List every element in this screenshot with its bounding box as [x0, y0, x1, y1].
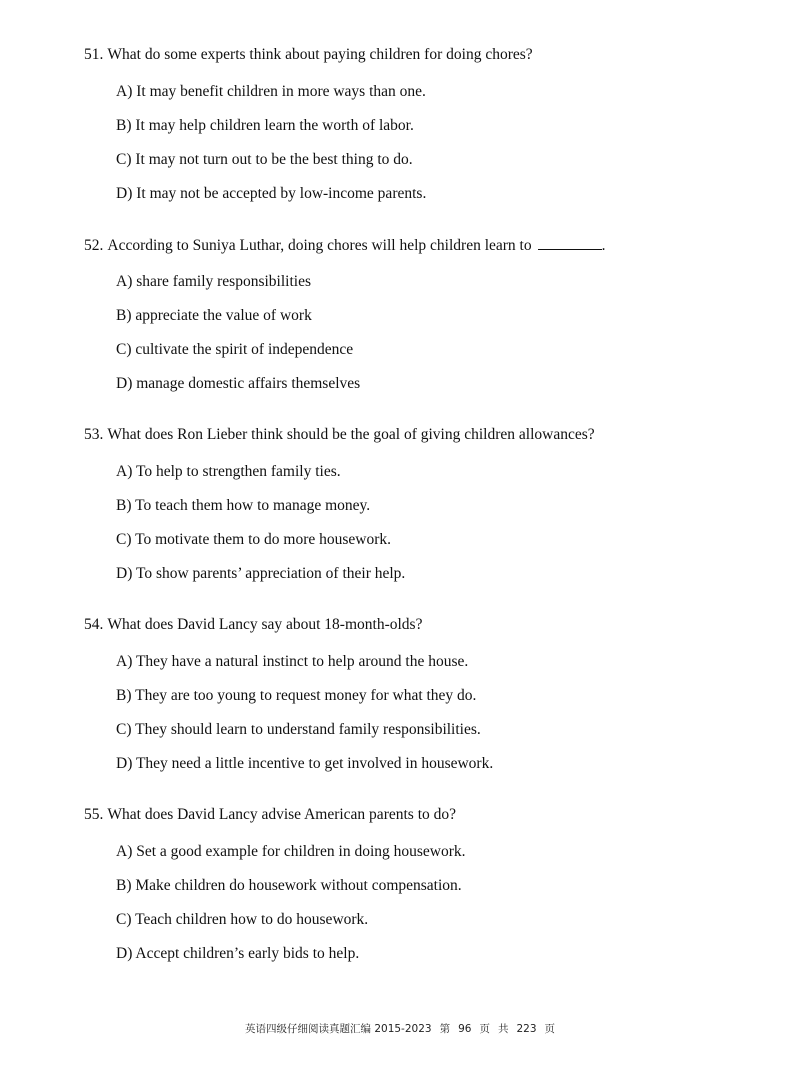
question-stem [84, 235, 764, 255]
question-stem [84, 45, 764, 65]
option-a: A) Set a good example for children in doing housework. [116, 843, 466, 860]
page-number: 96 [458, 1023, 472, 1035]
option-list [84, 652, 764, 774]
question-stem [84, 615, 764, 635]
option-d: D) Accept children’s early bids to help. [116, 945, 360, 962]
question-text: According to Suniya Luthar, doing chores will help children learn to [107, 237, 532, 254]
option-a: A) They have a natural instinct to help around the house. [116, 653, 469, 670]
question-text: What does Ron Lieber think should be the goal of giving children allowances? [107, 426, 595, 443]
option-b: B) It may help children learn the worth of labor. [116, 117, 414, 134]
option-c: C) It may not turn out to be the best thing to do. [116, 151, 413, 168]
option-b: B) To teach them how to manage money. [116, 497, 371, 514]
option-b: B) They are too young to request money for what they do. [116, 687, 477, 704]
footer-title: 英语四级仔细阅读真题汇编 2015-2023 [245, 1023, 432, 1035]
question-text: What does David Lancy advise American parents to do? [107, 806, 457, 823]
option-a: A) It may benefit children in more ways than one. [116, 83, 426, 100]
question-number: 55. [84, 806, 104, 823]
question-text: What does David Lancy say about 18-month-olds? [107, 616, 423, 633]
option-d: D) They need a little incentive to get involved in housework. [116, 755, 494, 772]
option-c: C) To motivate them to do more housework. [116, 531, 392, 548]
page-unit: 页 [479, 1023, 490, 1035]
option-a: A) share family responsibilities [116, 273, 311, 290]
question-number: 54. [84, 616, 104, 633]
question-stem [84, 805, 764, 825]
question-text: What do some experts think about paying children for doing chores? [107, 46, 533, 63]
option-d: D) It may not be accepted by low-income parents. [116, 185, 427, 202]
option-c: C) cultivate the spirit of independence [116, 341, 354, 358]
option-c: C) Teach children how to do housework. [116, 911, 369, 928]
option-list [84, 82, 764, 204]
question-number: 51. [84, 46, 104, 63]
question-51 [84, 45, 764, 204]
total-prefix: 共 [497, 1023, 509, 1035]
option-list [84, 462, 764, 584]
option-b: B) appreciate the value of work [116, 307, 312, 324]
option-list [84, 842, 764, 964]
question-suffix: . [601, 237, 606, 254]
option-b: B) Make children do housework without compensation. [116, 877, 462, 894]
question-55 [84, 805, 764, 964]
total-unit: 页 [544, 1023, 555, 1035]
question-number: 52. [84, 237, 104, 254]
question-53 [84, 425, 764, 584]
question-52 [84, 235, 764, 394]
page-prefix: 第 [439, 1023, 451, 1035]
option-c: C) They should learn to understand family responsibilities. [116, 721, 481, 738]
answer-blank [538, 235, 602, 250]
question-stem [84, 425, 764, 445]
total-pages: 223 [516, 1023, 537, 1035]
option-d: D) manage domestic affairs themselves [116, 375, 361, 392]
option-a: A) To help to strengthen family ties. [116, 463, 341, 480]
option-d: D) To show parents’ appreciation of their help. [116, 565, 406, 582]
page-footer [0, 1021, 800, 1036]
option-list [84, 272, 764, 394]
question-54 [84, 615, 764, 774]
question-number: 53. [84, 426, 104, 443]
